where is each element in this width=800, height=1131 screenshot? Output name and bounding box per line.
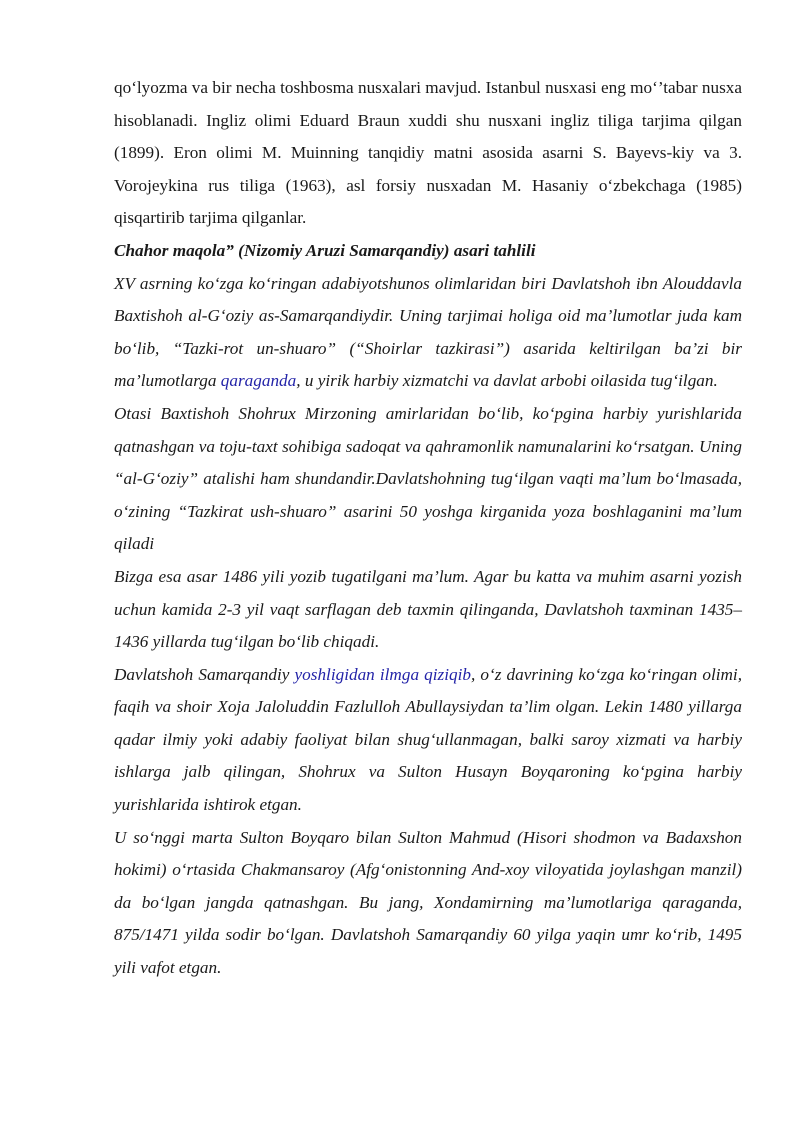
paragraph-birth-date [114,561,742,659]
paragraph-text: , o‘z davrining ko‘zga ko‘ringan olimi, faqih va shoir Xoja Jaloluddin Fazlulloh Abullaysiydan ta’lim olgan. Lekin 1480 yillarga qadar ilmiy yoki adabiy faoliyat bilan shug‘ullanmagan, balki saroy xizmati va harbiy ishlarga jalb qilingan, Shohrux va Sulton Husayn Boyqaroning ko‘pgina harbiy yurishlarida ishtirok etgan. [114,664,742,815]
paragraph-davlatshoh-intro [114,268,742,398]
link-qaraganda[interactable]: qaraganda [220,371,297,391]
paragraph-text: qo‘lyozma va bir necha toshbosma nusxalari mavjud. Istanbul nusxasi eng mo‘’tabar nusxa hisoblanadi. Ingliz olimi Eduard Braun xuddi shu nusxani ingliz tiliga tarjima qilgan (1899). Eron olimi M. Muinning tanqidiy matni asosida asarni S. Bayevs-kiy va 3. Vorojeykina rus tiliga (1963), asl forsiy nusxadan M. Hasaniy o‘zbekchaga (1985) qisqartirib tarjima qilganlar. [114,78,742,228]
paragraph-education [114,659,742,822]
section-heading [114,235,742,268]
heading-text: Chahor maqola” (Nizomiy Aruzi Samarqandiy) asari tahlili [114,240,536,260]
paragraph-text: Otasi Baxtishoh Shohrux Mirzoning amirlaridan bo‘lib, ko‘pgina harbiy yurishlarida qatnashgan va toju-taxt sohibiga sadoqat va qahramonlik namunalarini ko‘rsatgan. Uning “al-G‘oziy” atalishi ham shundandir.Davlatshohning tug‘ilgan vaqti ma’lum bo‘lmasada, o‘zining “Tazkirat ush-shuaro” asarini 50 yoshga kirganida yoza boshlaganini ma’lum qiladi [114,403,742,554]
document-page [114,72,742,985]
paragraph-text: Bizga esa asar 1486 yili yozib tugatilgani ma’lum. Agar bu katta va muhim asarni yozish uchun kamida 2-3 yil vaqt sarflagan deb taxmin qilinganda, Davlatshoh taxminan 1435–1436 yillarda tug‘ilgan bo‘lib chiqadi. [114,566,742,652]
paragraph-text: XV asrning ko‘zga ko‘ringan adabiyotshunos olimlaridan biri Davlatshoh ibn Alouddavla Baxtishoh al-G‘oziy as-Samarqandiydir. Uning tarjimai holiga oid ma’lumotlar juda kam bo‘lib, “Tazki-rot un-shuaro” (“Shoirlar tazkirasi”) asarida keltirilgan ba’zi bir ma’lumotlarga [114,273,742,391]
link-yoshligidan-ilmga-qiziqib[interactable]: yoshligidan ilmga qiziqib [294,664,471,684]
paragraph-father [114,398,742,561]
paragraph-manuscripts [114,72,742,235]
paragraph-last-battle [114,822,742,985]
paragraph-text: U so‘nggi marta Sulton Boyqaro bilan Sulton Mahmud (Hisori shodmon va Badaxshon hokimi) o‘rtasida Chakmansaroy (Afg‘onistonning And-xoy viloyatida joylashgan manzil) da bo‘lgan jangda qatnashgan. Bu jang, Xondamirning ma’lumotlariga qaraganda, 875/1471 yilda sodir bo‘lgan. Davlatshoh Samarqandiy 60 yilga yaqin umr ko‘rib, 1495 yili vafot etgan. [114,827,742,978]
paragraph-text: , u yirik harbiy xizmatchi va davlat arbobi oilasida tug‘ilgan. [296,371,718,391]
paragraph-text: Davlatshoh Samarqandiy [114,664,295,684]
